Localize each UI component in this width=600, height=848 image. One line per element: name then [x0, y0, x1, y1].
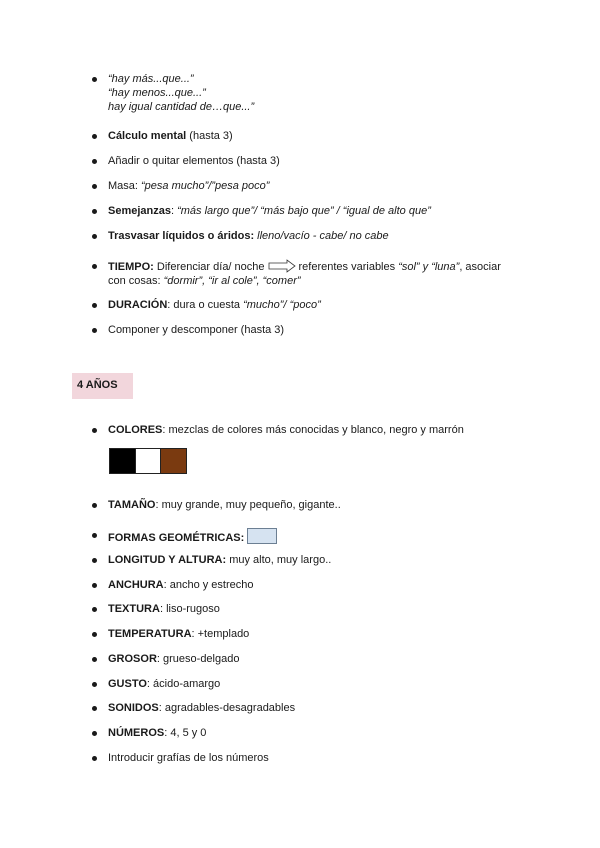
item-italic: “pesa mucho”/”pesa poco” [141, 180, 270, 192]
item-label: GROSOR [108, 653, 157, 665]
item-label: DURACIÓN [108, 299, 168, 311]
item-label: Semejanzas [108, 205, 171, 217]
color-swatch [135, 449, 161, 473]
item-italic: “dormir”, “ir al cole”, “comer” [163, 275, 301, 287]
item-text: : dura o cuesta [167, 299, 244, 311]
item-label: COLORES [108, 424, 163, 436]
item-text: : grueso-delgado [156, 653, 240, 665]
bullet [92, 428, 97, 433]
item-label: Trasvasar líquidos o áridos: [108, 230, 255, 242]
bullet [92, 607, 97, 612]
item-text: Diferenciar día/ noche [153, 261, 265, 273]
bullet [92, 234, 97, 239]
item-text: : 4, 5 y 0 [164, 727, 207, 739]
item-text: : mezclas de colores más conocidas y blanco, negro y marrón [162, 424, 464, 436]
section-heading [72, 373, 133, 399]
list-item [92, 259, 532, 287]
list-item [92, 72, 532, 114]
item-text: , asociar [459, 261, 501, 273]
item-label: FORMAS GEOMÉTRICAS: [108, 532, 245, 544]
item-text: Componer y descomponer (hasta 3) [108, 324, 285, 336]
rectangle-shape-icon [247, 528, 277, 544]
bullet [92, 159, 97, 164]
comparison-line: hay igual cantidad de…que...” [108, 101, 255, 113]
bullet [92, 533, 97, 538]
item-italic: “mucho”/ “poco” [243, 299, 321, 311]
item-italic: “sol” y “luna” [398, 261, 460, 273]
item-italic: “más largo que”/ “más bajo que” / “igual de alto que” [177, 205, 431, 217]
bullet [92, 657, 97, 662]
item-text: referentes variables [298, 261, 399, 273]
item-label: SONIDOS [108, 702, 159, 714]
item-text: : agradables-desagradables [158, 702, 296, 714]
bullet [92, 328, 97, 333]
item-text: Introducir grafías de los números [108, 752, 269, 764]
bullet [92, 756, 97, 761]
item-text: con cosas: [108, 275, 164, 287]
color-swatch [110, 449, 135, 473]
bullet [92, 558, 97, 563]
item-text: : +templado [191, 628, 250, 640]
bullet [92, 184, 97, 189]
bullet [92, 583, 97, 588]
item-label: NÚMEROS [108, 727, 165, 739]
bullet [92, 77, 97, 82]
bullet [92, 682, 97, 687]
item-label: GUSTO [108, 678, 147, 690]
comparison-line: “hay menos...que...” [108, 87, 206, 99]
item-text: Añadir o quitar elementos (hasta 3) [108, 155, 280, 167]
item-text: (hasta 3) [186, 130, 233, 142]
bullet [92, 731, 97, 736]
item-label: TAMAÑO [108, 499, 156, 511]
bullet [92, 706, 97, 711]
section-heading-text: 4 AÑOS [77, 379, 118, 391]
item-label: Cálculo mental [108, 130, 187, 142]
bullet [92, 632, 97, 637]
item-label: LONGITUD Y ALTURA: [108, 554, 227, 566]
comparison-line: “hay más...que...” [108, 73, 194, 85]
item-label: TIEMPO: [108, 261, 154, 273]
item-text: : ácido-amargo [146, 678, 221, 690]
bullet [92, 264, 97, 269]
item-text: Masa: [108, 180, 142, 192]
item-text: : muy grande, muy pequeño, gigante.. [155, 499, 341, 511]
right-arrow-icon [268, 259, 296, 273]
bullet [92, 303, 97, 308]
item-text: : ancho y estrecho [163, 579, 254, 591]
bullet [92, 134, 97, 139]
item-label: TEMPERATURA [108, 628, 192, 640]
item-text: : [170, 205, 178, 217]
item-label: TEXTURA [108, 603, 160, 615]
bullet [92, 209, 97, 214]
item-text: : liso-rugoso [159, 603, 220, 615]
item-text: muy alto, muy largo.. [226, 554, 332, 566]
item-italic: lleno/vacío - cabe/ no cabe [254, 230, 389, 242]
color-swatch [160, 449, 186, 473]
color-swatches [109, 448, 187, 474]
bullet [92, 503, 97, 508]
item-label: ANCHURA [108, 579, 164, 591]
